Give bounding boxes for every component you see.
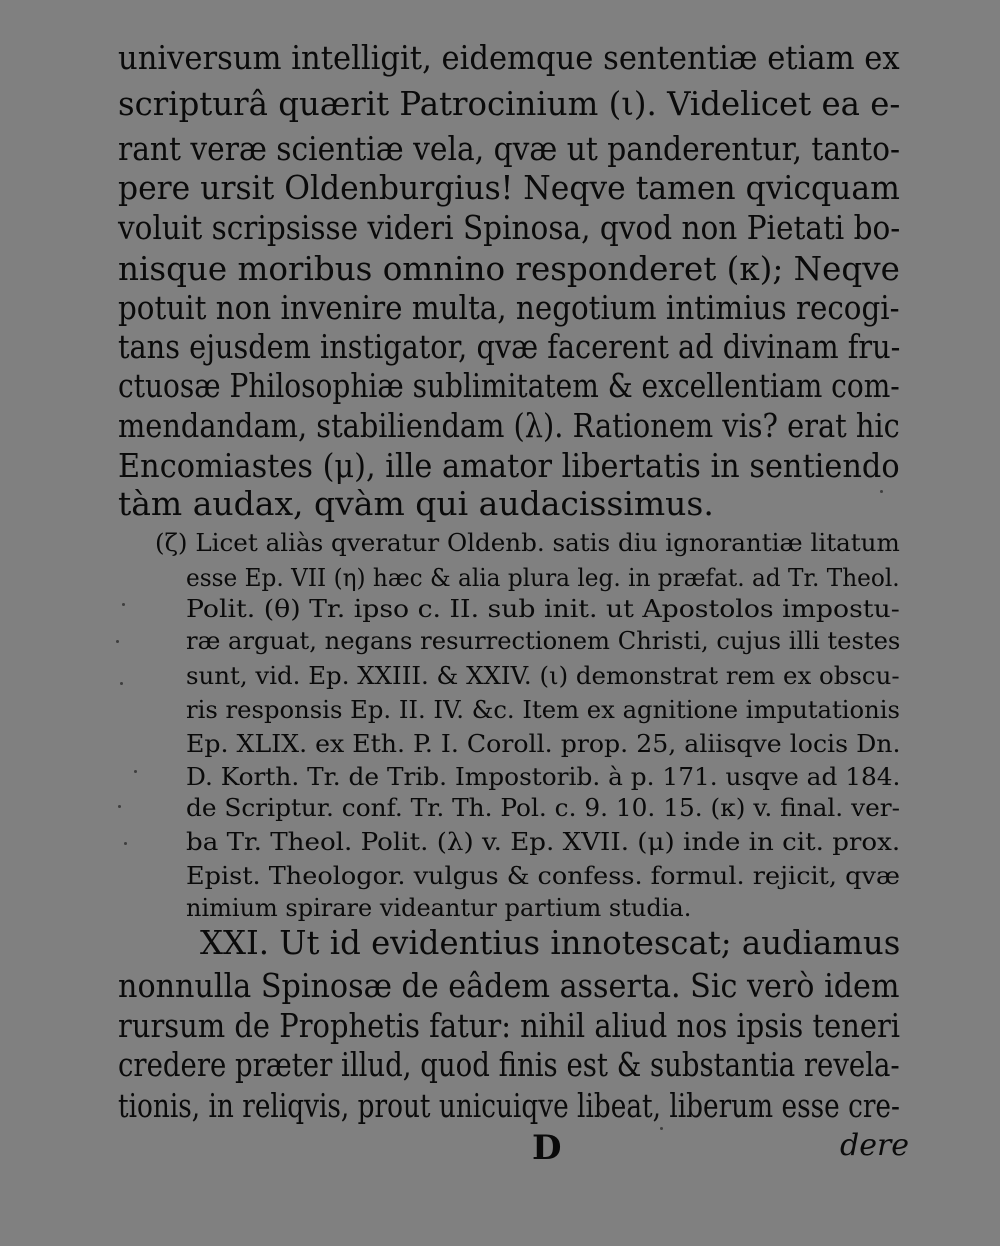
- print-speck: [880, 490, 883, 493]
- print-speck: [116, 640, 119, 643]
- print-speck: [120, 682, 123, 685]
- main-text-line: tàm audax, qvàm qui audacissimus.: [118, 484, 714, 523]
- main-text-line: voluit scripsisse videri Spinosa, qvod non Pietati bo-: [118, 208, 901, 247]
- main-text-line: rant veræ scientiæ vela, qvæ ut panderentur, tanto-: [118, 129, 901, 168]
- main-text-line: universum intelligit, eidemque sententiæ etiam ex: [118, 38, 900, 77]
- footnote-line: nimium spirare videantur partium studia.: [186, 894, 692, 922]
- section-text-line: rursum de Prophetis fatur: nihil aliud nos ipsis teneri: [118, 1006, 901, 1045]
- footnote-line: D. Korth. Tr. de Trib. Impostorib. à p. 171. usqve ad 184.: [186, 763, 901, 791]
- footnote-line: Ep. XLIX. ex Eth. P. I. Coroll. prop. 25, aliisqve locis Dn.: [186, 730, 901, 758]
- print-speck: [660, 1127, 663, 1130]
- print-speck: [124, 842, 127, 845]
- main-text-line: Encomiastes (μ), ille amator libertatis in sentiendo: [118, 446, 900, 485]
- footnote-line: ris responsis Ep. II. IV. &c. Item ex agnitione imputationis: [186, 696, 900, 724]
- section-text-line: tionis, in reliqvis, prout unicuiqve libeat, liberum esse cre-: [118, 1086, 900, 1125]
- main-text-line: nisque moribus omnino responderet (κ); Neqve: [118, 249, 900, 288]
- section-text-line: credere præter illud, quod finis est & substantia revela-: [118, 1045, 900, 1084]
- section-text-line: XXI. Ut id evidentius innotescat; audiamus: [200, 923, 901, 962]
- print-speck: [134, 770, 137, 773]
- footnote-line: Epist. Theologor. vulgus & confess. formul. rejicit, qvæ: [186, 862, 900, 890]
- footnote-line: de Scriptur. conf. Tr. Th. Pol. c. 9. 10. 15. (κ) v. final. ver-: [186, 794, 901, 822]
- footnote-line: ba Tr. Theol. Polit. (λ) v. Ep. XVII. (μ) inde in cit. prox.: [186, 828, 901, 856]
- footnote-line: sunt, vid. Ep. XXIII. & XXIV. (ι) demonstrat rem ex obscu-: [186, 662, 900, 690]
- main-text-line: pere ursit Oldenburgius! Neqve tamen qvicquam: [118, 168, 900, 207]
- print-speck: [122, 603, 125, 606]
- footnote-line: esse Ep. VII (η) hæc & alia plura leg. in præfat. ad Tr. Theol.: [186, 564, 900, 592]
- catchword: dere: [840, 1128, 910, 1163]
- main-text-line: ctuosæ Philosophiæ sublimitatem & excellentiam com-: [118, 366, 900, 405]
- print-speck: [118, 805, 121, 808]
- signature-mark: D: [532, 1128, 562, 1168]
- main-text-line: potuit non invenire multa, negotium intimius recogi-: [118, 288, 900, 327]
- main-text-line: tans ejusdem instigator, qvæ facerent ad divinam fru-: [118, 327, 901, 366]
- footnote-line: Polit. (θ) Tr. ipso c. II. sub init. ut Apostolos impostu-: [186, 595, 900, 623]
- main-text-line: scripturâ quærit Patrocinium (ι). Videlicet ea e-: [118, 84, 901, 123]
- footnote-line: ræ arguat, negans resurrectionem Christi, cujus illi testes: [186, 627, 901, 655]
- section-text-line: nonnulla Spinosæ de eâdem asserta. Sic verò idem: [118, 966, 900, 1005]
- main-text-line: mendandam, stabiliendam (λ). Rationem vis? erat hic: [118, 406, 900, 445]
- footnote-line: (ζ) Licet aliàs qveratur Oldenb. satis diu ignorantiæ litatum: [155, 529, 900, 557]
